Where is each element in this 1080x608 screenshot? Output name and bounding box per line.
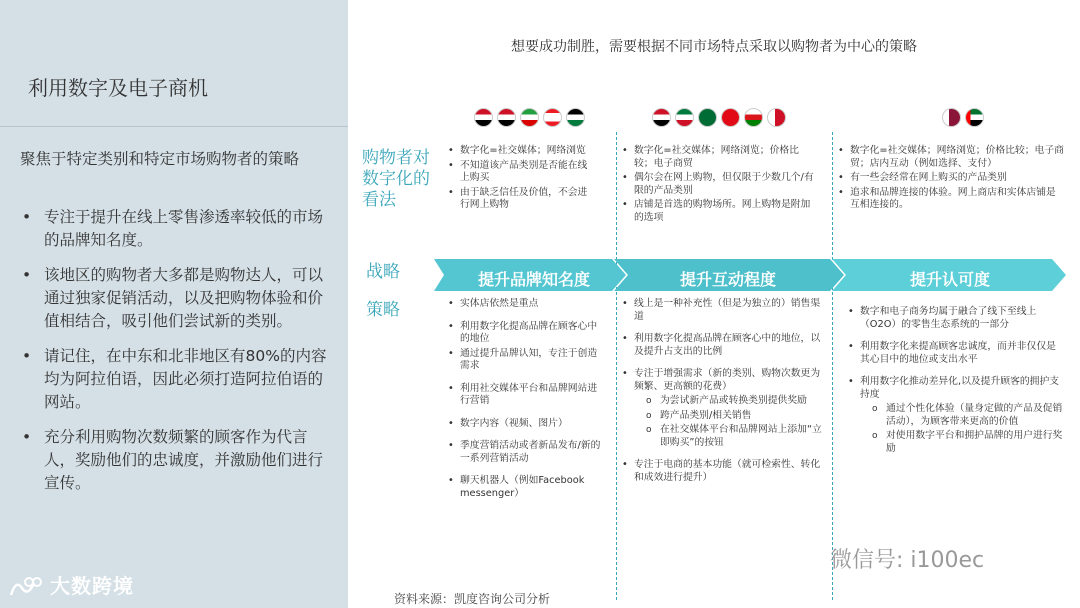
- arrow-label-3: 提升认可度: [909, 270, 990, 289]
- list-item: • 利用社交媒体平台和品牌网站进行营销: [446, 383, 604, 408]
- list-item: • 有一些会经常在网上购买的产品类别: [836, 172, 1064, 185]
- list-item: • 请记住，在中东和北非地区有80%的内容均为阿拉伯语，因此必须打造阿拉伯语的网站。: [22, 347, 327, 411]
- list-item: • 实体店依然是重点: [446, 298, 604, 311]
- list-item: • 季度营销活动或者新品发布/新的一系列营销活动: [446, 440, 604, 465]
- list-item: o 在社交媒体平台和品牌网站上添加“立即购买”的按钮: [620, 424, 824, 449]
- divider: [0, 126, 348, 127]
- oman-flag-icon: [744, 108, 763, 127]
- view-column-1: [446, 145, 596, 214]
- source-note: 资料来源：凯度咨询公司分析: [394, 592, 551, 606]
- list-item: o 通过个性化体验（量身定做的产品及促销活动），为顾客带来更高的价值: [846, 403, 1064, 428]
- tactics-column-1: [446, 298, 604, 502]
- kuwait-flag-icon: [675, 108, 694, 127]
- list-item: • 线上是一种补充性（但是为独立的）销售渠道: [620, 298, 824, 323]
- list-item: • 专注于提升在线上零售渗透率较低的市场的品牌知名度。: [22, 208, 324, 249]
- list-item: • 数字化=社交媒体；网络浏览；价格比较；电子商贸；店内互动（例如选择、支付）: [836, 145, 1064, 170]
- arrow-label-1: 提升品牌知名度: [477, 270, 590, 289]
- list-item: • 数字内容（视频、图片）: [446, 418, 604, 431]
- list-item: • 数字化=社交媒体；网络浏览: [446, 145, 596, 158]
- list-item: • 不知道该产品类别是否能在线上购买: [446, 160, 596, 185]
- qatar-flag-icon: [942, 108, 961, 127]
- lebanon-flag-icon: [543, 108, 562, 127]
- list-item: • 专注于增强需求（新的类别、购物次数更为频繁、更高额的花费）: [620, 368, 824, 393]
- list-item: • 利用数字化推动差异化,以及提升顾客的拥护支持度: [846, 376, 1064, 401]
- list-item: o 跨产品类别/相关销售: [620, 410, 824, 423]
- flag-group-3: [942, 108, 984, 127]
- list-item: • 该地区的购物者大多都是购物达人，可以通过独家促销活动，以及把购物体验和价值相结合，吸引他们尝试新的类别。: [22, 266, 324, 330]
- view-label: 购物者对数字化的看法: [362, 148, 430, 210]
- syria-flag-icon: [497, 108, 516, 127]
- tactics-column-2: [620, 298, 824, 486]
- saudi-flag-icon: [698, 108, 717, 127]
- list-item: • 利用数字化提高品牌在顾客心中的地位: [446, 321, 604, 346]
- tactics-label: 策略: [366, 300, 400, 320]
- iraq-flag-icon: [474, 108, 493, 127]
- wechat-watermark: 微信号: i100ec: [830, 548, 985, 573]
- bahrain-flag-icon: [767, 108, 786, 127]
- list-item: • 充分利用购物次数频繁的顾客作为代言人，奖励他们的忠诚度，并激励他们进行宣传。: [22, 428, 324, 492]
- iran-flag-icon: [520, 108, 539, 127]
- intro-text: 聚焦于特定类别和特定市场购物者的策略: [20, 150, 300, 168]
- left-bullet-list: [20, 206, 338, 507]
- column-divider: [616, 132, 617, 600]
- egypt-flag-icon: [652, 108, 671, 127]
- list-item: • 追求和品牌连接的体验。网上商店和实体店铺是互相连接的。: [836, 187, 1064, 212]
- brand-name: 大数跨境: [49, 574, 134, 598]
- list-item: • 利用数字化来提高顾客忠诚度，而并非仅仅是其心目中的地位或支出水平: [846, 341, 1064, 366]
- list-item: • 利用数字化提高品牌在顾客心中的地位，以及提升占支出的比例: [620, 333, 824, 358]
- list-item: • 店铺是首选的购物场所。网上购物是附加的选项: [620, 199, 816, 224]
- list-item: o 为尝试新产品或转换类别提供奖励: [620, 395, 824, 408]
- turkey-flag-icon: [721, 108, 740, 127]
- list-item: • 偶尔会在网上购物，但仅限于少数几个/有限的产品类别: [620, 172, 816, 197]
- list-item: o 对使用数字平台和拥护品牌的用户进行奖励: [846, 430, 1064, 455]
- page-title: 想要成功制胜，需要根据不同市场特点采取以购物者为中心的策略: [511, 39, 917, 55]
- list-item: • 通过提升品牌认知，专注于创造需求: [446, 348, 604, 373]
- column-divider: [832, 132, 833, 600]
- list-item: • 由于缺乏信任及价值，不会进行网上购物: [446, 187, 596, 212]
- tactics-column-3: [846, 306, 1064, 457]
- uae-flag-icon: [965, 108, 984, 127]
- list-item: • 聊天机器人（例如Facebook messenger）: [446, 475, 604, 500]
- arrow-label-2: 提升互动程度: [679, 270, 776, 289]
- view-column-3: [836, 145, 1064, 214]
- section-title: 利用数字及电子商机: [28, 76, 208, 100]
- list-item: • 专注于电商的基本功能（就可检索性、转化和成效进行提升）: [620, 459, 824, 484]
- flag-group-2: [652, 108, 786, 127]
- view-column-2: [620, 145, 816, 226]
- brand-logo: [8, 570, 134, 601]
- brand-mark-icon: [8, 575, 42, 601]
- list-item: • 数字化=社交媒体；网络浏览；价格比较；电子商贸: [620, 145, 816, 170]
- jordan-flag-icon: [566, 108, 585, 127]
- strategy-label: 战略: [366, 262, 400, 282]
- list-item: • 数字和电子商务均属于融合了线下至线上（O2O）的零售生态系统的一部分: [846, 306, 1064, 331]
- flag-group-1: [474, 108, 585, 127]
